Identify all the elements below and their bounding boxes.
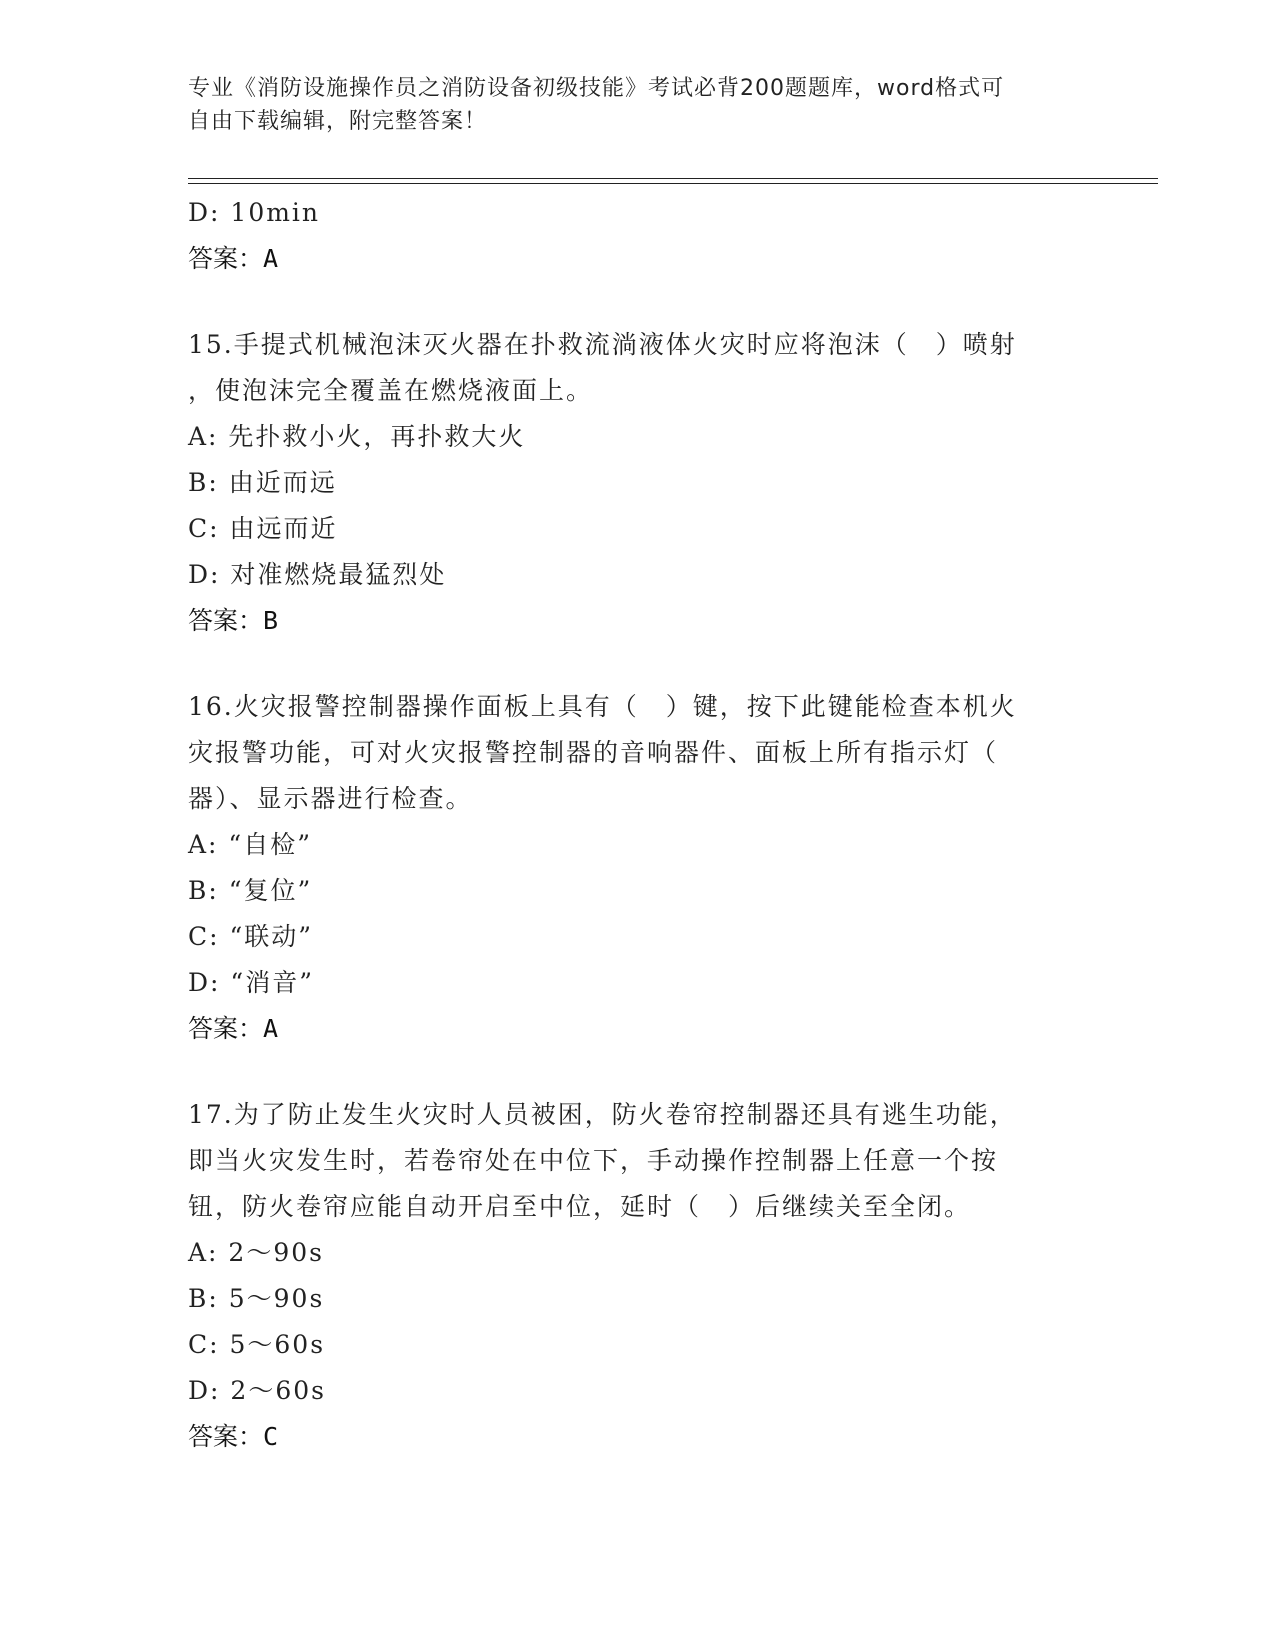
- question-15: [188, 322, 1108, 644]
- answer-label: 答案：B: [188, 606, 279, 635]
- question-stem-line: 即当火灾发生时，若卷帘处在中位下，手动操作控制器上任意一个按: [188, 1146, 999, 1175]
- option-b: B: 由近而远: [188, 468, 337, 497]
- option-a: A: 2～90s: [188, 1238, 324, 1267]
- question-stem-line: 15.手提式机械泡沫灭火器在扑救流淌液体火灾时应将泡沫（ ）喷射: [188, 330, 1017, 359]
- option-d: D: “消音”: [188, 968, 314, 997]
- option-a: A: “自检”: [188, 830, 312, 859]
- question-16: [188, 684, 1108, 1052]
- question-stem-line: ，使泡沫完全覆盖在燃烧液面上。: [188, 376, 594, 405]
- header-divider-top: [188, 178, 1158, 179]
- option-d: D: 对准燃烧最猛烈处: [188, 560, 447, 589]
- question-stem-line: 灾报警功能，可对火灾报警控制器的音响器件、面板上所有指示灯（: [188, 738, 999, 767]
- question-content: [188, 190, 1108, 1460]
- question-17: [188, 1092, 1108, 1460]
- question-stem-line: 器）、显示器进行检查。: [188, 784, 473, 813]
- option-b: B: 5～90s: [188, 1284, 325, 1313]
- carryover-option-d: D: 10min: [188, 198, 321, 227]
- option-c: C: “联动”: [188, 922, 314, 951]
- header-divider-bottom: [188, 183, 1158, 184]
- answer-label: 答案：A: [188, 1014, 279, 1043]
- option-a: A: 先扑救小火，再扑救大火: [188, 422, 526, 451]
- option-c: C: 由远而近: [188, 514, 338, 543]
- page-header: [188, 72, 1088, 138]
- question-stem-line: 钮，防火卷帘应能自动开启至中位，延时（ ）后继续关至全闭。: [188, 1192, 972, 1221]
- option-d: D: 2～60s: [188, 1376, 326, 1405]
- header-line-1: 专业《消防设施操作员之消防设备初级技能》考试必背200题题库，word格式可: [188, 76, 1005, 101]
- option-b: B: “复位”: [188, 876, 313, 905]
- carryover-answer: 答案：A: [188, 244, 279, 273]
- header-line-2: 自由下载编辑，附完整答案！: [188, 109, 488, 134]
- question-stem-line: 16.火灾报警控制器操作面板上具有（ ）键，按下此键能检查本机火: [188, 692, 1017, 721]
- question-stem-line: 17.为了防止发生火灾时人员被困，防火卷帘控制器还具有逃生功能，: [188, 1100, 1017, 1129]
- answer-label: 答案：C: [188, 1422, 279, 1451]
- option-c: C: 5～60s: [188, 1330, 326, 1359]
